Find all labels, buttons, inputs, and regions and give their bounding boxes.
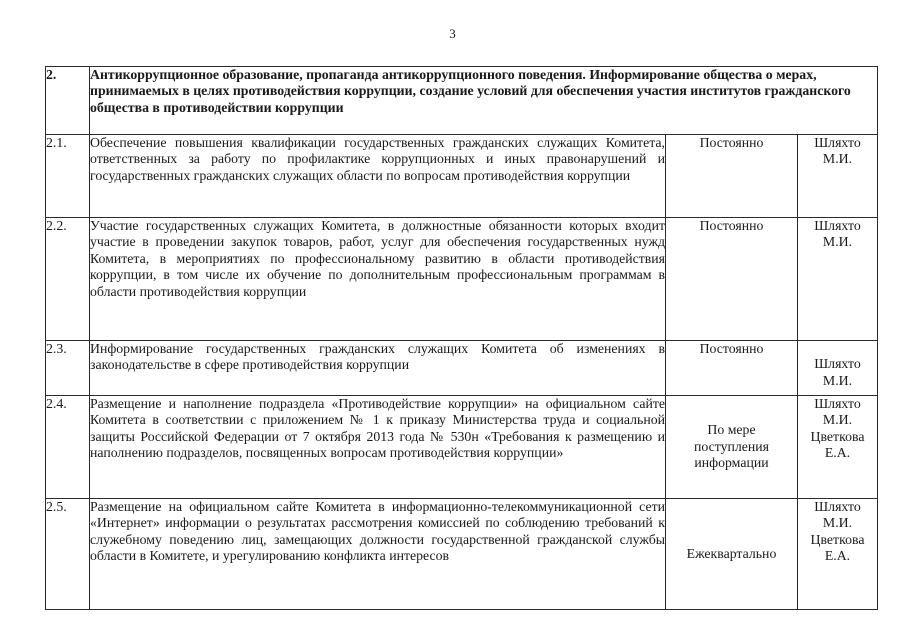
term-cell — [666, 218, 798, 341]
responsible-name: Шляхто М.И. — [814, 356, 861, 388]
responsible-cell — [798, 135, 878, 218]
responsible-name: Цветкова Е.А. — [810, 531, 865, 564]
table-row — [46, 341, 878, 396]
table-row — [46, 135, 878, 218]
term-text: По мере — [707, 422, 756, 438]
term-cell — [666, 341, 798, 396]
responsible-name: Шляхто М.И. — [814, 218, 861, 250]
term-cell — [666, 499, 798, 610]
section-title: Антикоррупционное образование, пропаганда антикоррупционного поведения. Информирование общества о мерах, принимаемых в целях противодействия коррупции, создание условий для обеспечения участия институтов гражданского общества в противодействии коррупции — [90, 67, 878, 135]
item-number: 2.3. — [46, 341, 90, 396]
section-number: 2. — [46, 67, 90, 135]
term-cell — [666, 396, 798, 499]
term-text: Ежеквартально — [686, 545, 777, 561]
term-cell — [666, 135, 798, 218]
table-row — [46, 218, 878, 341]
responsible-name: Шляхто М.И. — [814, 135, 861, 167]
term-text: информации — [694, 455, 769, 471]
responsible-name: Шляхто М.И. — [814, 396, 861, 428]
table-row — [46, 396, 878, 499]
activity-text: Обеспечение повышения квалификации государственных гражданских служащих Комитета, ответственных за работу по профилактике коррупционных и иных правонарушений и государственных гражданских служащих области по вопросам противодействия коррупции — [90, 135, 666, 218]
page-number: 3 — [449, 26, 456, 41]
section-header-row — [46, 67, 878, 135]
responsible-name: Цветкова Е.А. — [810, 428, 865, 461]
item-number: 2.1. — [46, 135, 90, 218]
item-number: 2.5. — [46, 499, 90, 610]
responsible-name: Шляхто М.И. — [814, 499, 861, 531]
activity-text: Размещение на официальном сайте Комитета в информационно-телекоммуникационной сети «Интернет» информации о результатах рассмотрения комиссией по соблюдению требований к служебному поведению лиц, замещающих должности государственной гражданской службы области в Комитете, и урегулированию конфликта интересов — [90, 499, 666, 610]
responsible-cell — [798, 341, 878, 396]
table-row — [46, 499, 878, 610]
activity-text: Информирование государственных гражданских служащих Комитета об изменениях в законодательстве в сфере противодействия коррупции — [90, 341, 666, 396]
term-text: Постоянно — [699, 218, 764, 233]
activity-text: Участие государственных служащих Комитета, в должностные обязанности которых входит участие в проведении закупок товаров, работ, услуг для обеспечения государственных нужд Комитета, в мероприятиях по профессиональному развитию в области противодействия коррупции, в том числе их обучение по дополнительным профессиональным программам в области противодействия коррупции — [90, 218, 666, 341]
term-text: поступления — [693, 438, 769, 454]
term-text: Постоянно — [699, 341, 764, 356]
action-plan-table — [45, 66, 878, 610]
responsible-cell — [798, 396, 878, 499]
responsible-cell — [798, 218, 878, 341]
responsible-cell — [798, 499, 878, 610]
item-number: 2.4. — [46, 396, 90, 499]
activity-text: Размещение и наполнение подраздела «Противодействие коррупции» на официальном сайте Комитета в соответствии с приложением № 1 к приказу Министерства труда и социальной защиты Российской Федерации от 7 октября 2013 года № 530н «Требования к размещению и наполнению подразделов, посвященных вопросам противодействия коррупции» — [90, 396, 666, 499]
term-text: Постоянно — [699, 135, 764, 150]
item-number: 2.2. — [46, 218, 90, 341]
